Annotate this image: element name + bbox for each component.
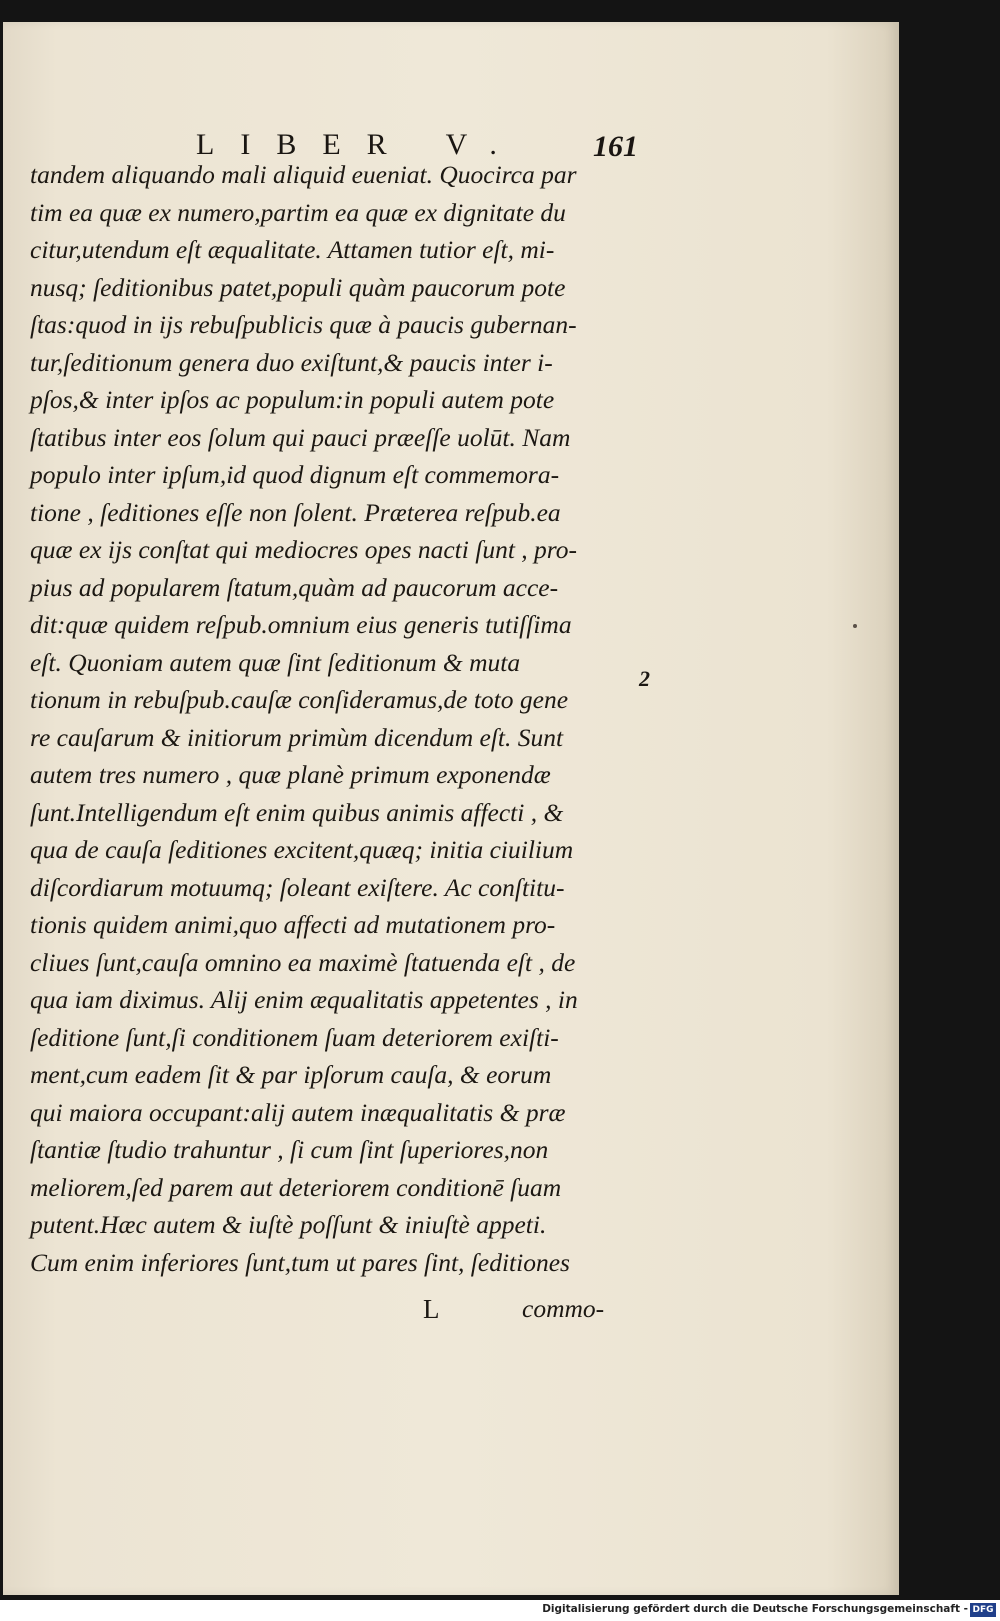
text-line: qui maiora occupant:alij autem inæqualitatis & præ (30, 1097, 566, 1127)
text-line: diſcordiarum motuumq; ſoleant exiſtere. Ac conſtitu- (30, 872, 565, 902)
text-line: ment,cum eadem ſit & par ipſorum cauſa, & eorum (30, 1060, 552, 1089)
digitization-footer (0, 1600, 1000, 1621)
text-line: cliues ſunt,cauſa omnino ea maximè ſtatuenda eſt , de (30, 947, 576, 977)
text-line: citur,utendum eſt æqualitate. Attamen tutior eſt, mi- (30, 235, 555, 264)
text-line: quæ ex ijs conſtat qui mediocres opes nacti ſunt , pro- (30, 535, 577, 564)
text-line: meliorem,ſed parem aut deteriorem conditionē ſuam (30, 1172, 562, 1202)
margin-note: 2 (639, 666, 650, 691)
book-page (3, 22, 899, 1595)
text-line: tionum in rebuſpub.cauſæ conſideramus,de toto gene (30, 685, 569, 714)
text-line: ſunt.Intelligendum eſt enim quibus animis affecti , & (30, 797, 564, 827)
text-line: qua iam diximus. Alij enim æqualitatis appetentes , in (30, 985, 578, 1014)
text-line: tione , ſeditiones eſſe non ſolent. Præterea reſpub.ea (30, 497, 561, 527)
funding-credit: Digitalisierung gefördert durch die Deutsche Forschungsgemeinschaft - (542, 1603, 968, 1615)
text-line: dit:quæ quidem reſpub.omnium eius generis tutiſſima (30, 610, 572, 639)
text-line: tionis quidem animi,quo affecti ad mutationem pro- (30, 910, 556, 939)
text-line: ſtas:quod in ijs rebuſpublicis quæ à paucis gubernan- (30, 310, 577, 339)
text-line: putent.Hæc autem & iuſtè poſſunt & iniuſtè appeti. (30, 1210, 547, 1239)
text-line: autem tres numero , quæ planè primum exponendæ (30, 760, 551, 789)
text-line: eſt. Quoniam autem quæ ſint ſeditionum & muta (30, 647, 521, 677)
text-line: tur,ſeditionum genera duo exiſtunt,& paucis inter i- (30, 347, 553, 377)
text-line: tandem aliquando mali aliquid eueniat. Quocirca par (30, 160, 577, 189)
body-text (30, 156, 640, 1281)
page-number: 161 (593, 130, 638, 163)
text-line: re cauſarum & initiorum primùm dicendum eſt. Sunt (30, 722, 564, 752)
text-line: ſtantiæ ſtudio trahuntur , ſi cum ſint ſuperiores,non (30, 1135, 549, 1164)
text-line: populo inter ipſum,id quod dignum eſt commemora- (30, 460, 560, 489)
paper-speck (853, 624, 857, 628)
text-line: tim ea quæ ex numero,partim ea quæ ex dignitate du (30, 197, 566, 227)
text-line: ſtatibus inter eos ſolum qui pauci præeſſe uolūt. Nam (30, 422, 571, 452)
running-head: LIBER V. (196, 128, 523, 161)
text-line: qua de cauſa ſeditiones excitent,quæq; initia ciuilium (30, 835, 574, 864)
text-line: nusq; ſeditionibus patet,populi quàm paucorum pote (30, 272, 566, 302)
page-foot (30, 1294, 640, 1334)
dfg-logo: DFG (970, 1603, 996, 1617)
text-line: pſos,& inter ipſos ac populum:in populi autem pote (30, 385, 555, 414)
signature-mark: L (423, 1294, 440, 1324)
page-header (3, 106, 899, 163)
text-line: Cum enim inferiores ſunt,tum ut pares ſint, ſeditiones (30, 1247, 570, 1277)
text-line: ſeditione ſunt,ſi conditionem ſuam deteriorem exiſti- (30, 1022, 559, 1052)
catchword: commo- (522, 1294, 605, 1323)
text-line: pius ad popularem ſtatum,quàm ad paucorum acce- (30, 572, 559, 602)
